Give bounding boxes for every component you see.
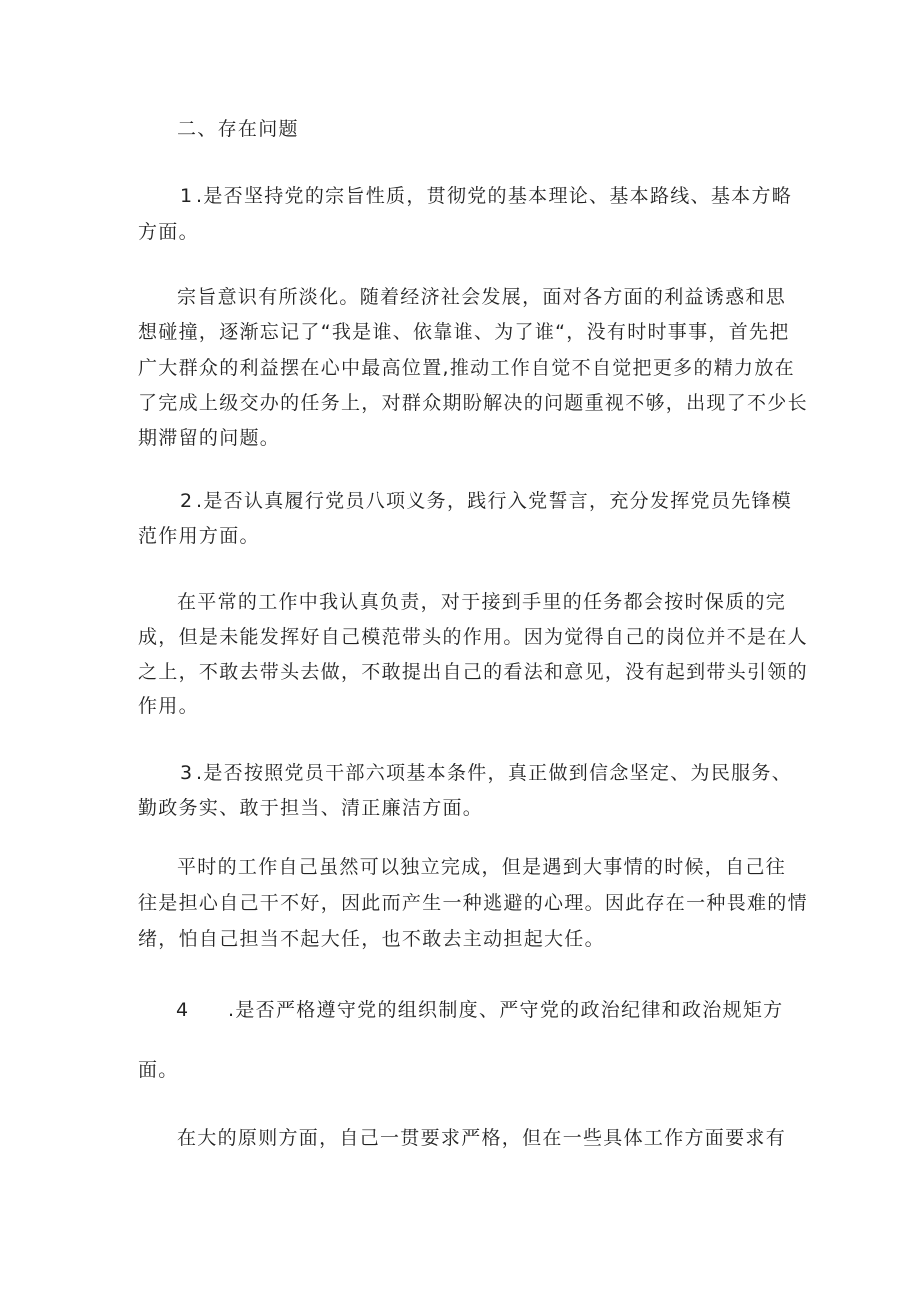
item-1-answer-line-1: 宗旨意识有所淡化。随着经济社会发展，面对各方面的利益诱惑和思 xyxy=(177,286,787,308)
item-4-number: 4 xyxy=(176,999,189,1021)
item-2-answer-line-1: 在平常的工作中我认真负责，对于接到手里的任务都会按时保质的完 xyxy=(177,591,787,613)
item-2-question-line-2: 范作用方面。 xyxy=(138,525,260,547)
item-3-answer-line-2: 往是担心自己干不好，因此而产生一种逃避的心理。因此存在一种畏难的情 xyxy=(138,892,808,914)
item-2-answer-line-2: 成，但是未能发挥好自己模范带头的作用。因为觉得自己的岗位并不是在人 xyxy=(138,626,808,648)
item-1-answer-line-3: 广大群众的利益摆在心中最高位置,推动工作自觉不自觉把更多的精力放在 xyxy=(138,357,795,379)
item-1-answer-line-4: 了完成上级交办的任务上，对群众期盼解决的问题重视不够，出现了不少长 xyxy=(138,392,808,414)
section-heading: 二、存在问题 xyxy=(177,118,299,140)
item-2-answer-line-4: 作用。 xyxy=(138,695,199,717)
item-3-answer-line-3: 绪，怕自己担当不起大任，也不敢去主动担起大任。 xyxy=(138,928,605,950)
item-4-answer-line-1: 在大的原则方面，自己一贯要求严格，但在一些具体工作方面要求有 xyxy=(177,1127,787,1149)
item-3-question-line-1: .是否按照党员干部六项基本条件，真正做到信念坚定、为民服务、 xyxy=(196,762,793,784)
item-1-answer-line-5: 期滞留的问题。 xyxy=(138,427,281,449)
item-1-number: 1 xyxy=(180,185,193,207)
item-3-question-line-2: 勤政务实、敢于担当、清正廉洁方面。 xyxy=(138,797,484,819)
item-4-question-line-2: 面。 xyxy=(138,1059,179,1081)
item-2-question-line-1: .是否认真履行党员八项义务，践行入党誓言，充分发挥党员先锋模 xyxy=(196,490,793,512)
item-1-answer-line-2: 想碰撞，逐渐忘记了“我是谁、依靠谁、为了谁“，没有时时事事，首先把 xyxy=(138,321,790,343)
item-2-number: 2 xyxy=(180,490,193,512)
item-1-question-line-1: .是否坚持党的宗旨性质，贯彻党的基本理论、基本路线、基本方略 xyxy=(196,185,793,207)
item-4-question-line-1: .是否严格遵守党的组织制度、严守党的政治纪律和政治规矩方 xyxy=(228,999,784,1021)
item-3-number: 3 xyxy=(180,762,193,784)
item-1-question-line-2: 方面。 xyxy=(138,221,199,243)
item-2-answer-line-3: 之上，不敢去带头去做，不敢提出自己的看法和意见，没有起到带头引领的 xyxy=(138,661,808,683)
item-3-answer-line-1: 平时的工作自己虽然可以独立完成，但是遇到大事情的时候，自己往 xyxy=(177,856,787,878)
